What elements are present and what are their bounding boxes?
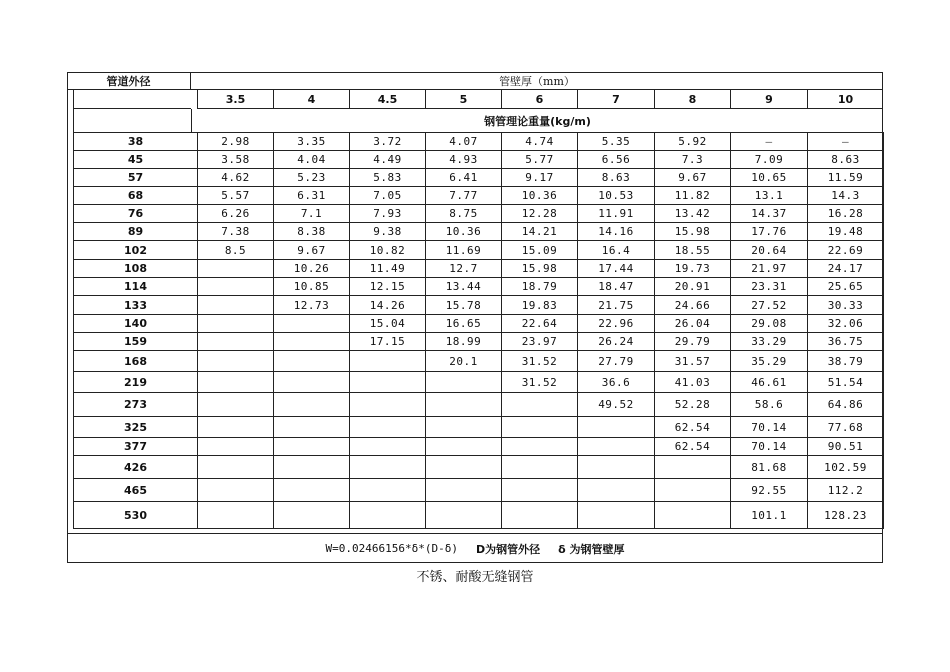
od-cell: 168 xyxy=(74,351,198,372)
weight-cell: 23.97 xyxy=(502,333,578,351)
table-row xyxy=(74,151,884,169)
weight-cell xyxy=(198,372,274,393)
weight-cell: 27.52 xyxy=(731,296,808,315)
weight-cell: 17.76 xyxy=(731,223,808,241)
weight-cell xyxy=(578,438,655,456)
weight-cell: 51.54 xyxy=(808,372,884,393)
weight-cell: 19.73 xyxy=(655,260,731,278)
weight-cell: 10.85 xyxy=(274,278,350,296)
weight-cell xyxy=(655,502,731,529)
formula-d-note: D为钢管外径 xyxy=(475,542,541,556)
weight-cell xyxy=(274,502,350,529)
weight-cell xyxy=(350,502,426,529)
weight-cell xyxy=(502,438,578,456)
formula-row xyxy=(67,533,883,563)
weight-cell xyxy=(274,417,350,438)
formula-expression: W=0.02466156*δ*(D-δ) xyxy=(325,542,458,555)
weight-cell: 19.83 xyxy=(502,296,578,315)
weight-cell xyxy=(350,456,426,479)
od-cell: 465 xyxy=(74,479,198,502)
weight-cell: 17.15 xyxy=(350,333,426,351)
weight-cell xyxy=(655,479,731,502)
weight-cell: 15.78 xyxy=(426,296,502,315)
thickness-col-header: 3.5 xyxy=(197,90,273,109)
od-cell: 57 xyxy=(74,169,198,187)
weight-cell: 10.53 xyxy=(578,187,655,205)
weight-cell: 36.6 xyxy=(578,372,655,393)
weight-cell: 41.03 xyxy=(655,372,731,393)
weight-cell xyxy=(198,456,274,479)
weight-cell xyxy=(198,333,274,351)
weight-cell: 33.29 xyxy=(731,333,808,351)
weight-cell: 9.17 xyxy=(502,169,578,187)
weight-cell xyxy=(426,417,502,438)
weight-cell: 16.65 xyxy=(426,315,502,333)
weight-cell: 15.04 xyxy=(350,315,426,333)
weight-cell: 7.09 xyxy=(731,151,808,169)
weight-cell xyxy=(578,479,655,502)
weight-cell: 6.31 xyxy=(274,187,350,205)
thickness-col-header: 4.5 xyxy=(349,90,425,109)
weight-cell: 92.55 xyxy=(731,479,808,502)
weight-cell xyxy=(198,260,274,278)
weight-cell: 31.52 xyxy=(502,351,578,372)
weight-cell xyxy=(502,502,578,529)
weight-cell xyxy=(274,351,350,372)
weight-cell: 4.62 xyxy=(198,169,274,187)
weight-cell: 70.14 xyxy=(731,417,808,438)
od-cell: 426 xyxy=(74,456,198,479)
od-cell: 68 xyxy=(74,187,198,205)
weight-cell xyxy=(198,417,274,438)
weight-cell: 6.56 xyxy=(578,151,655,169)
table-row xyxy=(74,187,884,205)
table-row xyxy=(74,223,884,241)
weight-cell: 11.49 xyxy=(350,260,426,278)
weight-cell xyxy=(198,438,274,456)
weight-cell: 25.65 xyxy=(808,278,884,296)
weight-cell: 4.04 xyxy=(274,151,350,169)
weight-cell xyxy=(502,456,578,479)
od-cell: 273 xyxy=(74,393,198,417)
weight-cell: 20.64 xyxy=(731,241,808,260)
weight-cell: 14.26 xyxy=(350,296,426,315)
weight-cell: 16.4 xyxy=(578,241,655,260)
weight-cell: 38.79 xyxy=(808,351,884,372)
weight-cell: 12.7 xyxy=(426,260,502,278)
weight-cell: 5.35 xyxy=(578,133,655,151)
weight-cell: 6.26 xyxy=(198,205,274,223)
weight-cell: 6.41 xyxy=(426,169,502,187)
table-row xyxy=(74,169,884,187)
weight-cell: 8.5 xyxy=(198,241,274,260)
weight-cell: 46.61 xyxy=(731,372,808,393)
od-cell: 140 xyxy=(74,315,198,333)
weight-cell: 11.82 xyxy=(655,187,731,205)
table-row xyxy=(74,393,884,417)
weight-cell: 12.15 xyxy=(350,278,426,296)
weight-cell: 7.93 xyxy=(350,205,426,223)
weight-cell: 5.77 xyxy=(502,151,578,169)
weight-cell: 3.35 xyxy=(274,133,350,151)
weight-cell: 4.49 xyxy=(350,151,426,169)
weight-cell: 19.48 xyxy=(808,223,884,241)
weight-cell: 20.91 xyxy=(655,278,731,296)
weight-cell: 26.04 xyxy=(655,315,731,333)
weight-cell: — xyxy=(808,133,884,151)
weight-cell xyxy=(578,502,655,529)
weight-cell: 16.28 xyxy=(808,205,884,223)
weight-cell: 18.47 xyxy=(578,278,655,296)
weight-cell: 8.75 xyxy=(426,205,502,223)
weight-cell: 9.67 xyxy=(274,241,350,260)
thickness-header: 管壁厚（mm） xyxy=(191,72,883,90)
weight-cell: 70.14 xyxy=(731,438,808,456)
weight-cell xyxy=(578,417,655,438)
od-cell: 530 xyxy=(74,502,198,529)
table-row xyxy=(74,438,884,456)
weight-cell: 15.98 xyxy=(655,223,731,241)
table-row xyxy=(74,479,884,502)
weight-cell xyxy=(502,417,578,438)
table-row xyxy=(74,205,884,223)
weight-table xyxy=(73,132,884,529)
weight-cell: 22.96 xyxy=(578,315,655,333)
weight-cell: 13.44 xyxy=(426,278,502,296)
thickness-col-header: 8 xyxy=(654,90,730,109)
table-row xyxy=(74,133,884,151)
weight-cell: 31.52 xyxy=(502,372,578,393)
weight-cell: 64.86 xyxy=(808,393,884,417)
weight-cell: 18.79 xyxy=(502,278,578,296)
weight-cell: 9.67 xyxy=(655,169,731,187)
od-cell: 159 xyxy=(74,333,198,351)
table-row xyxy=(74,260,884,278)
weight-cell xyxy=(198,315,274,333)
od-cell: 325 xyxy=(74,417,198,438)
thickness-col-header: 4 xyxy=(273,90,349,109)
weight-cell xyxy=(502,393,578,417)
weight-cell xyxy=(198,351,274,372)
weight-cell: 128.23 xyxy=(808,502,884,529)
od-cell: 219 xyxy=(74,372,198,393)
od-cell: 102 xyxy=(74,241,198,260)
weight-cell: 8.38 xyxy=(274,223,350,241)
weight-cell: 10.26 xyxy=(274,260,350,278)
weight-cell: 62.54 xyxy=(655,417,731,438)
weight-cell: 49.52 xyxy=(578,393,655,417)
weight-cell: 11.59 xyxy=(808,169,884,187)
weight-cell: 7.05 xyxy=(350,187,426,205)
weight-cell: 18.55 xyxy=(655,241,731,260)
weight-cell: 10.65 xyxy=(731,169,808,187)
weight-cell: 3.58 xyxy=(198,151,274,169)
weight-cell: 5.23 xyxy=(274,169,350,187)
weight-cell: 101.1 xyxy=(731,502,808,529)
weight-cell: 12.73 xyxy=(274,296,350,315)
weight-cell: 22.69 xyxy=(808,241,884,260)
table-row xyxy=(74,372,884,393)
table-row xyxy=(74,456,884,479)
od-cell: 89 xyxy=(74,223,198,241)
weight-cell xyxy=(274,456,350,479)
weight-cell: 112.2 xyxy=(808,479,884,502)
weight-cell: 10.36 xyxy=(502,187,578,205)
weight-cell: 9.38 xyxy=(350,223,426,241)
table-row xyxy=(74,278,884,296)
weight-cell: 10.82 xyxy=(350,241,426,260)
divider xyxy=(73,108,191,109)
weight-cell: 29.79 xyxy=(655,333,731,351)
od-cell: 108 xyxy=(74,260,198,278)
weight-cell xyxy=(274,479,350,502)
weight-cell: 7.3 xyxy=(655,151,731,169)
weight-cell: 27.79 xyxy=(578,351,655,372)
thickness-col-header: 10 xyxy=(807,90,883,109)
weight-cell xyxy=(426,438,502,456)
weight-cell: 5.83 xyxy=(350,169,426,187)
weight-cell: 31.57 xyxy=(655,351,731,372)
weight-cell: 35.29 xyxy=(731,351,808,372)
weight-cell: 20.1 xyxy=(426,351,502,372)
weight-cell xyxy=(655,456,731,479)
table-row xyxy=(74,315,884,333)
weight-cell: 15.09 xyxy=(502,241,578,260)
weight-cell: 4.07 xyxy=(426,133,502,151)
weight-cell: 14.3 xyxy=(808,187,884,205)
weight-cell: 21.75 xyxy=(578,296,655,315)
od-cell: 377 xyxy=(74,438,198,456)
weight-cell: 3.72 xyxy=(350,133,426,151)
weight-cell: 11.91 xyxy=(578,205,655,223)
weight-cell: 32.06 xyxy=(808,315,884,333)
weight-cell: 4.93 xyxy=(426,151,502,169)
weight-cell: 23.31 xyxy=(731,278,808,296)
thickness-col-header: 5 xyxy=(425,90,501,109)
weight-cell xyxy=(198,479,274,502)
weight-cell xyxy=(502,479,578,502)
od-cell: 45 xyxy=(74,151,198,169)
od-cell: 76 xyxy=(74,205,198,223)
weight-cell xyxy=(350,393,426,417)
table-row xyxy=(74,241,884,260)
weight-cell: 14.21 xyxy=(502,223,578,241)
weight-cell: 4.74 xyxy=(502,133,578,151)
weight-cell xyxy=(198,393,274,417)
weight-cell: 58.6 xyxy=(731,393,808,417)
weight-cell xyxy=(350,479,426,502)
thickness-col-header: 9 xyxy=(730,90,807,109)
thickness-col-header: 7 xyxy=(577,90,654,109)
weight-cell xyxy=(578,456,655,479)
thickness-col-header: 6 xyxy=(501,90,577,109)
weight-cell xyxy=(350,351,426,372)
weight-cell: 14.37 xyxy=(731,205,808,223)
weight-cell: 102.59 xyxy=(808,456,884,479)
weight-cell: 24.66 xyxy=(655,296,731,315)
divider xyxy=(73,90,74,132)
weight-cell xyxy=(274,372,350,393)
weight-cell xyxy=(274,315,350,333)
od-cell: 133 xyxy=(74,296,198,315)
weight-cell: 24.17 xyxy=(808,260,884,278)
weight-cell: 52.28 xyxy=(655,393,731,417)
caption: 不锈、耐酸无缝钢管 xyxy=(416,570,534,585)
weight-cell xyxy=(198,296,274,315)
weight-cell: 81.68 xyxy=(731,456,808,479)
table-row xyxy=(74,296,884,315)
weight-cell xyxy=(198,278,274,296)
weight-cell xyxy=(350,417,426,438)
weight-cell xyxy=(426,393,502,417)
weight-cell: 18.99 xyxy=(426,333,502,351)
weight-cell: — xyxy=(731,133,808,151)
weight-cell xyxy=(350,372,426,393)
weight-cell: 11.69 xyxy=(426,241,502,260)
weight-cell xyxy=(426,372,502,393)
weight-cell: 90.51 xyxy=(808,438,884,456)
weight-cell: 77.68 xyxy=(808,417,884,438)
weight-cell: 14.16 xyxy=(578,223,655,241)
weight-cell: 15.98 xyxy=(502,260,578,278)
weight-cell: 5.92 xyxy=(655,133,731,151)
od-cell: 114 xyxy=(74,278,198,296)
weight-cell: 12.28 xyxy=(502,205,578,223)
weight-cell: 2.98 xyxy=(198,133,274,151)
weight-cell: 5.57 xyxy=(198,187,274,205)
weight-cell xyxy=(426,479,502,502)
weight-cell xyxy=(426,502,502,529)
weight-cell: 13.42 xyxy=(655,205,731,223)
od-header: 管道外径 xyxy=(67,72,191,90)
weight-cell: 62.54 xyxy=(655,438,731,456)
od-cell: 38 xyxy=(74,133,198,151)
weight-cell: 7.1 xyxy=(274,205,350,223)
weight-cell: 8.63 xyxy=(808,151,884,169)
weight-cell: 29.08 xyxy=(731,315,808,333)
table-row xyxy=(74,351,884,372)
weight-cell: 26.24 xyxy=(578,333,655,351)
table-row xyxy=(74,417,884,438)
weight-cell: 22.64 xyxy=(502,315,578,333)
weight-cell: 8.63 xyxy=(578,169,655,187)
weight-cell: 7.38 xyxy=(198,223,274,241)
weight-header: 钢管理论重量(kg/m) xyxy=(191,109,883,132)
weight-cell: 13.1 xyxy=(731,187,808,205)
weight-cell: 21.97 xyxy=(731,260,808,278)
weight-cell: 17.44 xyxy=(578,260,655,278)
weight-cell: 30.33 xyxy=(808,296,884,315)
weight-cell: 10.36 xyxy=(426,223,502,241)
weight-cell: 36.75 xyxy=(808,333,884,351)
weight-cell xyxy=(426,456,502,479)
table-row xyxy=(74,502,884,529)
weight-cell xyxy=(198,502,274,529)
weight-cell xyxy=(274,333,350,351)
weight-cell xyxy=(274,438,350,456)
weight-cell xyxy=(274,393,350,417)
weight-cell xyxy=(350,438,426,456)
formula-delta-note: δ 为钢管壁厚 xyxy=(558,542,625,556)
weight-cell: 7.77 xyxy=(426,187,502,205)
table-row xyxy=(74,333,884,351)
